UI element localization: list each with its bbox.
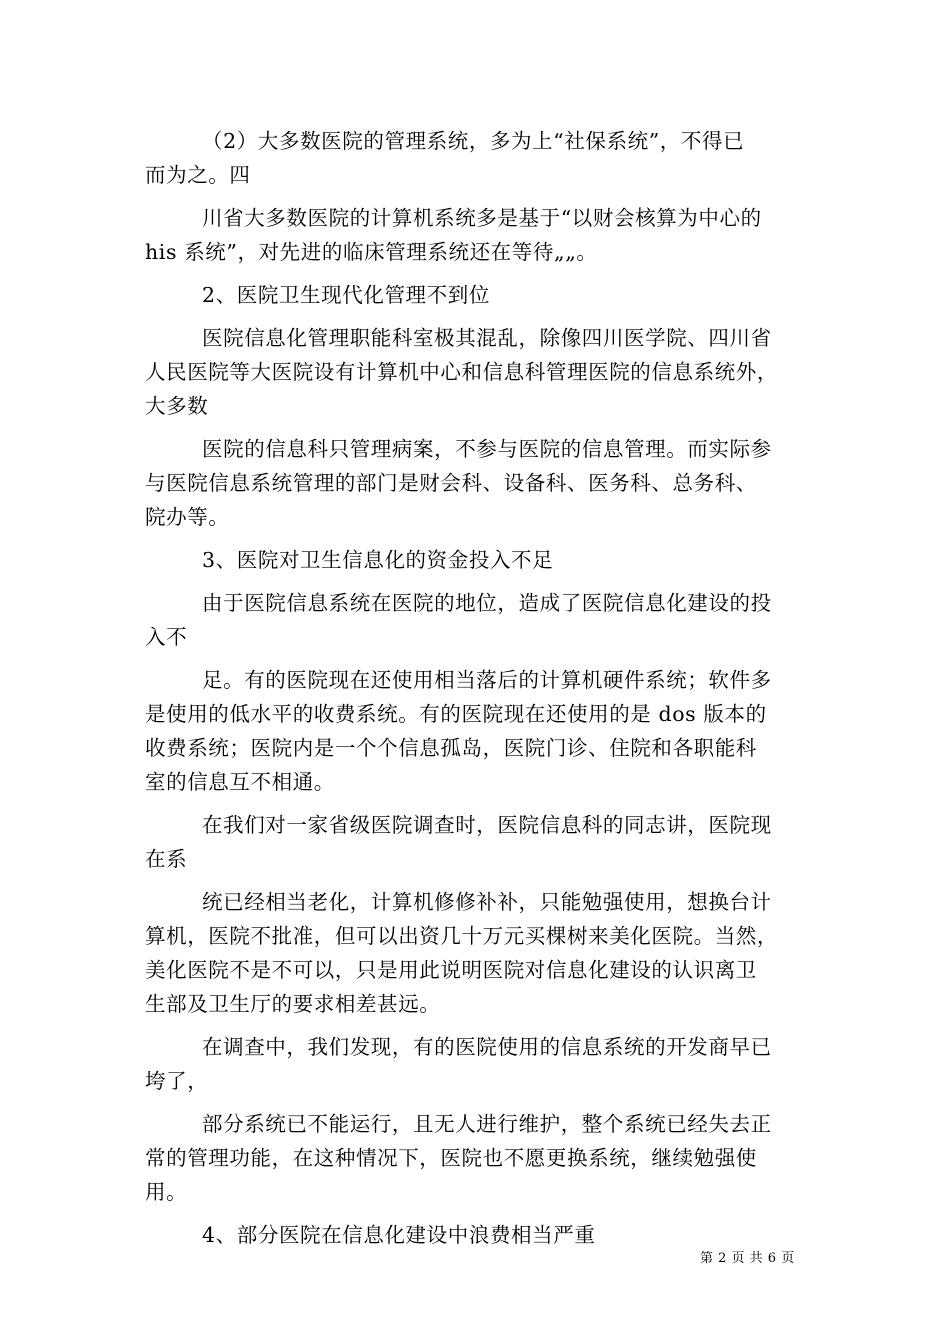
text-line: his 系统”，对先进的临床管理系统还在等待„„。 (145, 240, 598, 264)
text-line: 足。有的医院现在还使用相当落后的计算机硬件系统；软件多 (202, 668, 772, 692)
paragraph (145, 885, 807, 1021)
paragraph (145, 432, 807, 534)
text-line: 医院的信息科只管理病案，不参与医院的信息管理。而实际参 (202, 437, 772, 461)
text-line: 统已经相当老化，计算机修修补补，只能勉强使用，想换台计 (202, 890, 772, 914)
paragraph (145, 543, 807, 577)
text-line: 大多数 (145, 394, 209, 418)
paragraph (145, 586, 807, 654)
paragraph (145, 201, 807, 269)
paragraph (145, 321, 807, 423)
document-body (145, 124, 807, 1252)
text-line: 在调查中，我们发现，有的医院使用的信息系统的开发商早已 (202, 1035, 772, 1059)
paragraph (145, 124, 807, 192)
text-line: 4、部分医院在信息化建设中浪费相当严重 (202, 1223, 596, 1247)
text-line: 人民医院等大医院设有计算机中心和信息科管理医院的信息系统外， (145, 360, 778, 384)
text-line: 2、医院卫生现代化管理不到位 (202, 283, 490, 307)
text-line: 垮了， (145, 1069, 209, 1093)
text-line: 而为之。四 (145, 163, 251, 187)
text-line: 室的信息互不相通。 (145, 770, 335, 794)
text-line: （2）大多数医院的管理系统，多为上“社保系统”，不得已 (202, 129, 745, 153)
text-line: 用。 (145, 1180, 188, 1204)
text-line: 川省大多数医院的计算机系统多是基于“以财会核算为中心的 (202, 206, 762, 230)
text-line: 3、医院对卫生信息化的资金投入不足 (202, 548, 554, 572)
text-line: 是使用的低水平的收费系统。有的医院现在还使用的是 dos 版本的 (145, 702, 767, 726)
paragraph (145, 1030, 807, 1098)
paragraph (145, 808, 807, 876)
text-line: 美化医院不是不可以，只是用此说明医院对信息化建设的认识离卫 (145, 958, 757, 982)
text-line: 生部及卫生厅的要求相差甚远。 (145, 992, 441, 1016)
text-line: 入不 (145, 625, 188, 649)
text-line: 在系 (145, 847, 188, 871)
text-line: 部分系统已不能运行，且无人进行维护，整个系统已经失去正 (202, 1112, 772, 1136)
text-line: 由于医院信息系统在医院的地位，造成了医院信息化建设的投 (202, 591, 772, 615)
text-line: 收费系统；医院内是一个个信息孤岛，医院门诊、住院和各职能科 (145, 736, 757, 760)
text-line: 常的管理功能，在这种情况下，医院也不愿更换系统，继续勉强使 (145, 1146, 757, 1170)
paragraph (145, 1107, 807, 1209)
text-line: 在我们对一家省级医院调查时，医院信息科的同志讲，医院现 (202, 813, 772, 837)
page-footer: 第 2 页 共 6 页 (700, 1251, 795, 1266)
paragraph (145, 663, 807, 799)
paragraph (145, 278, 807, 312)
text-line: 院办等。 (145, 505, 230, 529)
text-line: 与医院信息系统管理的部门是财会科、设备科、医务科、总务科、 (145, 471, 757, 495)
text-line: 医院信息化管理职能科室极其混乱，除像四川医学院、四川省 (202, 326, 772, 350)
text-line: 算机，医院不批准，但可以出资几十万元买棵树来美化医院。当然， (145, 924, 778, 948)
